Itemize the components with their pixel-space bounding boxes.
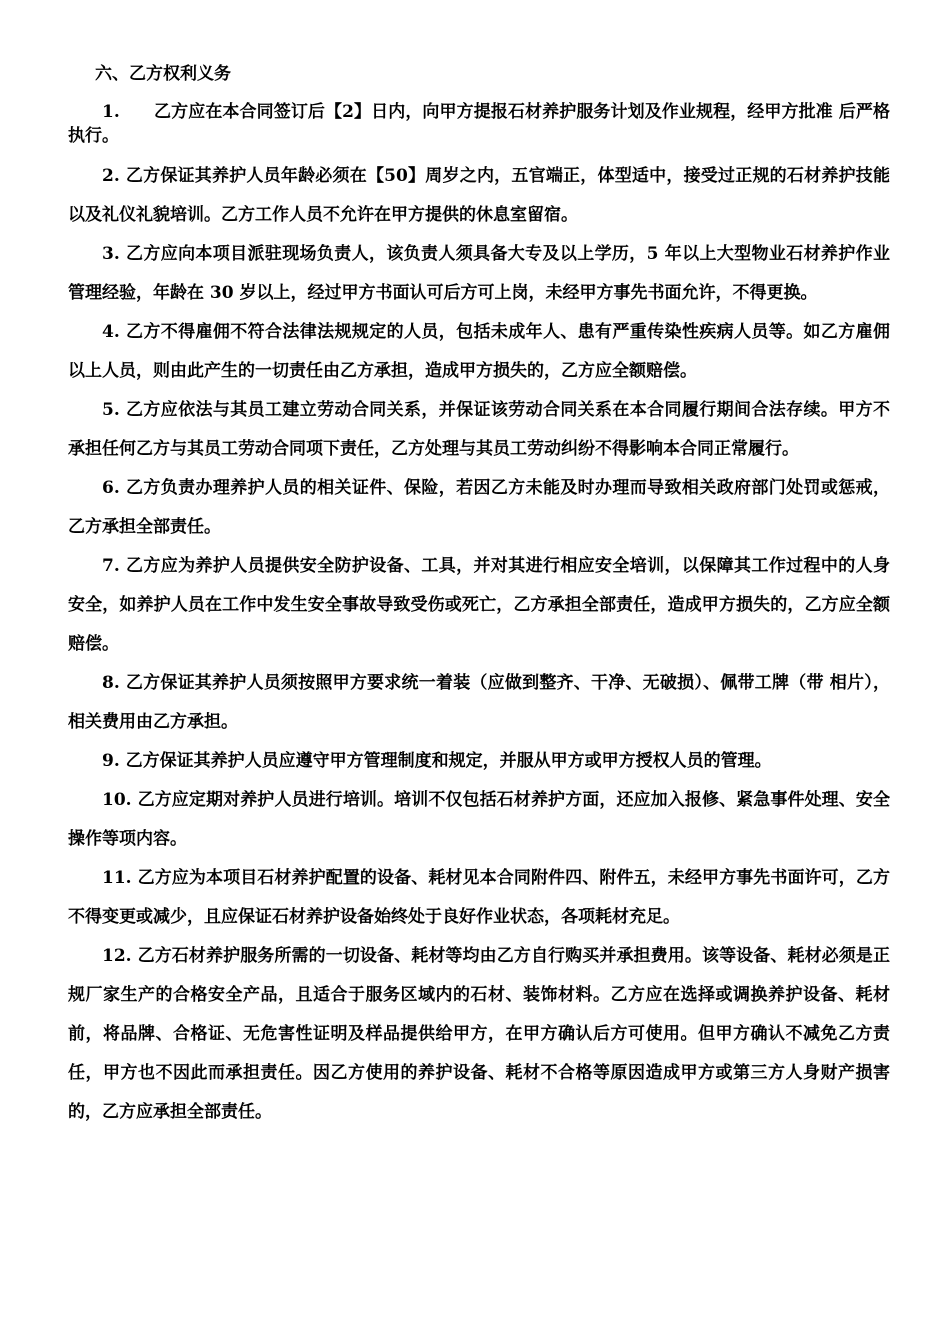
clause-10: 10. 乙方应定期对养护人员进行培训。培训不仅包括石材养护方面，还应加入报修、紧急事件处理、安全操作等项内容。 bbox=[68, 790, 890, 849]
clause-6: 6. 乙方负责办理养护人员的相关证件、保险，若因乙方未能及时办理而导致相关政府部门处罚或惩戒，乙方承担全部责任。 bbox=[68, 478, 890, 537]
section-title: 六、乙方权利义务 bbox=[95, 64, 231, 84]
clause-9: 9. 乙方保证其养护人员应遵守甲方管理制度和规定，并服从甲方或甲方授权人员的管理。 bbox=[102, 751, 772, 771]
clause-1: 1. 乙方应在本合同签订后【2】日内，向甲方提报石材养护服务计划及作业规程，经甲方批准 后严格执行。 bbox=[68, 102, 890, 146]
clause-4: 4. 乙方不得雇佣不符合法律法规规定的人员，包括未成年人、患有严重传染性疾病人员等。如乙方雇佣以上人员，则由此产生的一切责任由乙方承担，造成甲方损失的，乙方应全额赔偿。 bbox=[68, 322, 890, 381]
clause-11: 11. 乙方应为本项目石材养护配置的设备、耗材见本合同附件四、附件五，未经甲方事先书面许可，乙方不得变更或减少，且应保证石材养护设备始终处于良好作业状态，各项耗材充足。 bbox=[68, 868, 890, 927]
clause-2: 2. 乙方保证其养护人员年龄必须在【50】周岁之内，五官端正，体型适中，接受过正规的石材养护技能以及礼仪礼貌培训。乙方工作人员不允许在甲方提供的休息室留宿。 bbox=[68, 166, 890, 225]
clause-3: 3. 乙方应向本项目派驻现场负责人，该负责人须具备大专及以上学历，5 年以上大型物业石材养护作业管理经验，年龄在 30 岁以上，经过甲方书面认可后方可上岗，未经甲方事先书面允许，不得更换。 bbox=[68, 244, 890, 303]
clause-8: 8. 乙方保证其养护人员须按照甲方要求统一着装（应做到整齐、干净、无破损）、佩带工牌（带 相片），相关费用由乙方承担。 bbox=[68, 673, 890, 732]
clause-5: 5. 乙方应依法与其员工建立劳动合同关系，并保证该劳动合同关系在本合同履行期间合法存续。甲方不承担任何乙方与其员工劳动合同项下责任，乙方处理与其员工劳动纠纷不得影响本合同正常履行。 bbox=[68, 400, 890, 459]
clause-12: 12. 乙方石材养护服务所需的一切设备、耗材等均由乙方自行购买并承担费用。该等设备、耗材必须是正规厂家生产的合格安全产品，且适合于服务区域内的石材、装饰材料。乙方应在选择或调换养护设备、耗材前，将品牌、合格证、无危害性证明及样品提供给甲方，在甲方确认后方可使用。但甲方确认不减免乙方责任，甲方也不因此而承担责任。因乙方使用的养护设备、耗材不合格等原因造成甲方或第三方人身财产损害的，乙方应承担全部责任。 bbox=[68, 946, 890, 1122]
clause-list bbox=[68, 100, 890, 1132]
clause-7: 7. 乙方应为养护人员提供安全防护设备、工具，并对其进行相应安全培训，以保障其工作过程中的人身安全，如养护人员在工作中发生安全事故导致受伤或死亡，乙方承担全部责任，造成甲方损失的，乙方应全额赔偿。 bbox=[68, 556, 890, 654]
